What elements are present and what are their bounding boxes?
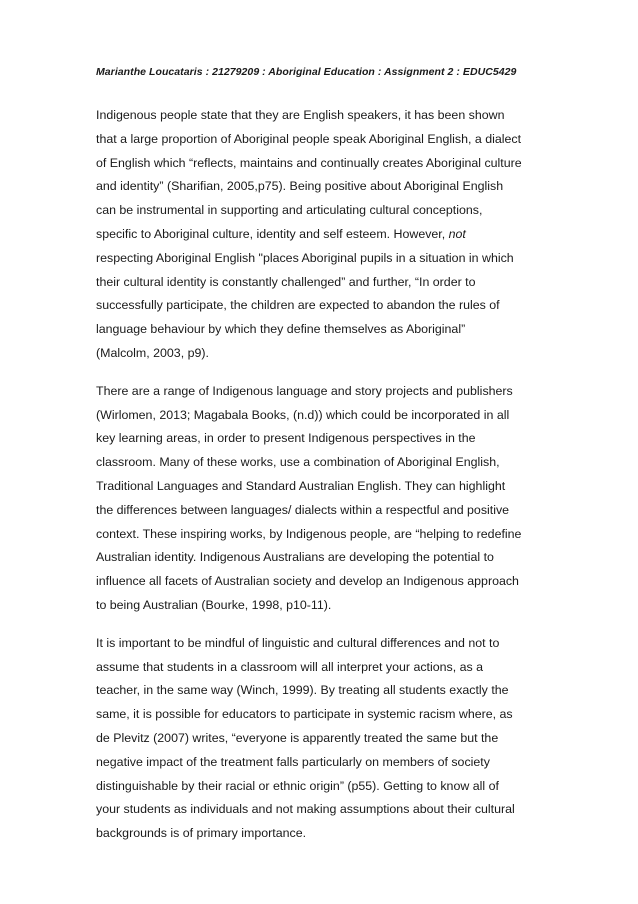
text-line: the differences between languages/ dialects within a respectful and positive bbox=[96, 502, 510, 517]
paragraph-2 bbox=[96, 380, 556, 618]
text-line: successfully participate, the children are expected to abandon the rules of bbox=[96, 298, 500, 313]
document-body bbox=[96, 104, 556, 860]
text-line: It is important to be mindful of linguistic and cultural differences and not to bbox=[96, 635, 500, 650]
emphasis-word: not bbox=[448, 226, 466, 241]
text-line-with-emphasis bbox=[96, 223, 556, 247]
text-line-part: specific to Aboriginal culture, identity and self esteem. However, bbox=[96, 226, 449, 241]
text-line: respecting Aboriginal English "places Aboriginal pupils in a situation in which bbox=[96, 250, 514, 265]
text-line: Traditional Languages and Standard Australian English. They can highlight bbox=[96, 478, 506, 493]
text-line: distinguishable by their racial or ethnic origin” (p55). Getting to know all of bbox=[96, 778, 499, 793]
text-line: negative impact of the treatment falls particularly on members of society bbox=[96, 754, 490, 769]
text-line: context. These inspiring works, by Indigenous people, are “helping to redefine bbox=[96, 526, 522, 541]
paragraph-1 bbox=[96, 104, 556, 366]
text-line: that a large proportion of Aboriginal people speak Aboriginal English, a dialect bbox=[96, 131, 522, 146]
text-line: their cultural identity is constantly challenged” and further, “In order to bbox=[96, 274, 476, 289]
paragraph-3 bbox=[96, 632, 556, 846]
text-line: de Plevitz (2007) writes, “everyone is apparently treated the same but the bbox=[96, 730, 499, 745]
text-line: Indigenous people state that they are English speakers, it has been shown bbox=[96, 108, 505, 122]
text-line: (Wirlomen, 2013; Magabala Books, (n.d)) which could be incorporated in all bbox=[96, 407, 510, 422]
text-line: classroom. Many of these works, use a combination of Aboriginal English, bbox=[96, 455, 500, 470]
text-line: assume that students in a classroom will all interpret your actions, as a bbox=[96, 659, 484, 674]
text-line: and identity” (Sharifian, 2005,p75). Being positive about Aboriginal English bbox=[96, 179, 504, 194]
text-line: (Malcolm, 2003, p9). bbox=[96, 345, 209, 360]
text-line: language behaviour by which they define themselves as Aboriginal” bbox=[96, 322, 466, 337]
text-line: influence all facets of Australian society and develop an Indigenous approach bbox=[96, 574, 519, 589]
text-line: to being Australian (Bourke, 1998, p10-11). bbox=[96, 597, 332, 612]
text-line: can be instrumental in supporting and articulating cultural conceptions, bbox=[96, 203, 483, 218]
text-line: Australian identity. Indigenous Australians are developing the potential to bbox=[96, 550, 494, 565]
text-line: backgrounds is of primary importance. bbox=[96, 826, 307, 841]
text-line: same, it is possible for educators to participate in systemic racism where, as bbox=[96, 707, 513, 722]
page-header: Marianthe Loucataris : 21279209 : Aboriginal Education : Assignment 2 : EDUC5429 bbox=[96, 66, 517, 78]
text-line: your students as individuals and not making assumptions about their cultural bbox=[96, 802, 515, 817]
text-line: of English which “reflects, maintains and continually creates Aboriginal culture bbox=[96, 155, 522, 170]
text-line: key learning areas, in order to present Indigenous perspectives in the bbox=[96, 431, 476, 446]
text-line: There are a range of Indigenous language and story projects and publishers bbox=[96, 383, 513, 398]
text-line: teacher, in the same way (Winch, 1999). By treating all students exactly the bbox=[96, 683, 509, 698]
